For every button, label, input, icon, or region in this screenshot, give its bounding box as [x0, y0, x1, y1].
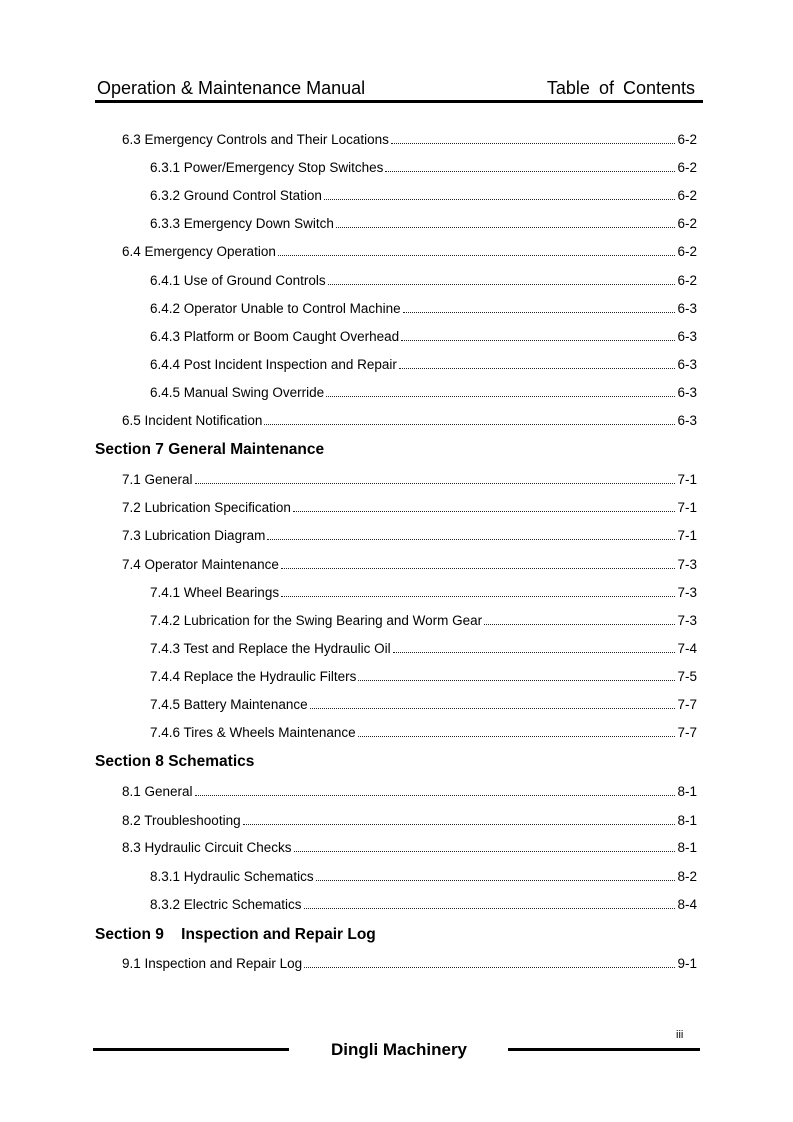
toc-entry[interactable]: 6.5 Incident Notification 6-3 — [122, 413, 697, 428]
toc-entry[interactable]: 6.3.2 Ground Control Station 6-2 — [150, 188, 697, 203]
toc-entry[interactable]: 7.4.6 Tires & Wheels Maintenance 7-7 — [150, 725, 697, 740]
toc-entry[interactable]: 8.3 Hydraulic Circuit Checks 8-1 — [122, 840, 697, 855]
toc-entry[interactable]: 6.3.1 Power/Emergency Stop Switches 6-2 — [150, 160, 697, 175]
toc-entry[interactable]: 8.1 General 8-1 — [122, 784, 697, 799]
toc-entry[interactable]: 6.4.2 Operator Unable to Control Machine 6-3 — [150, 301, 697, 316]
footer-rule-left — [93, 1048, 289, 1051]
toc-entry[interactable]: 6.4.3 Platform or Boom Caught Overhead 6-3 — [150, 329, 697, 344]
footer-rule-right — [508, 1048, 700, 1051]
toc-entry[interactable]: 8.3.1 Hydraulic Schematics 8-2 — [150, 869, 697, 884]
section-title: Table of Contents — [546, 78, 695, 98]
section-heading[interactable]: Section 7 General Maintenance — [95, 441, 325, 458]
toc-entry[interactable]: 8.3.2 Electric Schematics 8-4 — [150, 897, 697, 912]
toc-entry[interactable]: 6.4.4 Post Incident Inspection and Repair 6-3 — [150, 357, 697, 372]
toc-entry[interactable]: 7.4.2 Lubrication for the Swing Bearing and Worm Gear 7-3 — [150, 613, 697, 628]
toc-entry[interactable]: 7.4.1 Wheel Bearings 7-3 — [150, 585, 697, 600]
manual-title: Operation & Maintenance Manual — [97, 78, 366, 98]
section-heading[interactable]: Section 9 Inspection and Repair Log — [95, 926, 376, 943]
toc-entry[interactable]: 7.1 General 7-1 — [122, 472, 697, 487]
toc-entry[interactable]: 7.2 Lubrication Specification 7-1 — [122, 500, 697, 515]
toc-entry[interactable]: 8.2 Troubleshooting 8-1 — [122, 813, 697, 828]
page-number: iii — [676, 1029, 684, 1041]
toc-entry[interactable]: 6.4.5 Manual Swing Override 6-3 — [150, 385, 697, 400]
toc-entry[interactable]: 6.3 Emergency Controls and Their Locations 6-2 — [122, 132, 697, 147]
toc-entry[interactable]: 7.4.4 Replace the Hydraulic Filters 7-5 — [150, 669, 697, 684]
toc-entry[interactable]: 6.4.1 Use of Ground Controls 6-2 — [150, 273, 697, 288]
section-heading[interactable]: Section 8 Schematics — [95, 753, 255, 770]
toc-entry[interactable]: 7.4.3 Test and Replace the Hydraulic Oil 7-4 — [150, 641, 697, 656]
toc-entry[interactable]: 9.1 Inspection and Repair Log 9-1 — [122, 956, 697, 971]
toc-entry[interactable]: 6.3.3 Emergency Down Switch 6-2 — [150, 216, 697, 231]
company-name: Dingli Machinery — [330, 1040, 468, 1059]
toc-entry[interactable]: 7.4.5 Battery Maintenance 7-7 — [150, 697, 697, 712]
toc-entry[interactable]: 7.3 Lubrication Diagram 7-1 — [122, 528, 697, 543]
toc-entry[interactable]: 6.4 Emergency Operation 6-2 — [122, 244, 697, 259]
toc-entry[interactable]: 7.4 Operator Maintenance 7-3 — [122, 557, 697, 572]
